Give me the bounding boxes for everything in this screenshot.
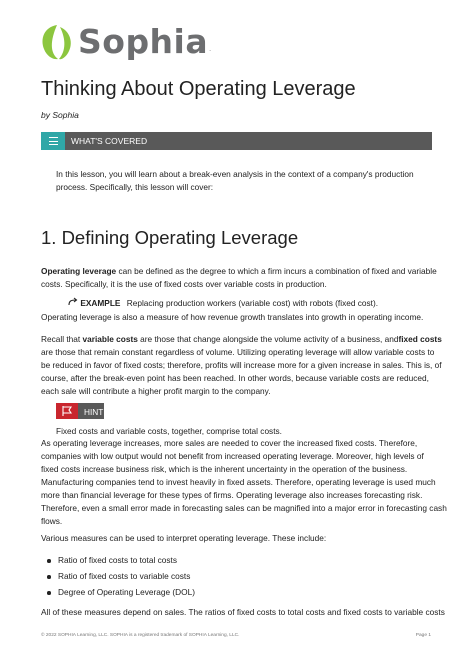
bullet-dot-icon [47, 575, 51, 579]
hint-label: HINT [84, 406, 104, 417]
byline: by Sophia [41, 110, 79, 120]
example-label: EXAMPLE [80, 298, 121, 308]
brand-reg-mark: . [209, 46, 212, 53]
bullet-item-1: Ratio of fixed costs to total costs [58, 555, 177, 565]
bullet-item-2: Ratio of fixed costs to variable costs [58, 571, 191, 581]
arrow-curve-icon [68, 297, 78, 308]
body-line-4: Manufacturing companies tend to invest heavily in fixed assets. Therefore, operating leverage is used much [41, 477, 436, 487]
body-line-7: flows. [41, 516, 63, 526]
recall-line-3: be reduced in favor of fixed costs; therefore, profits will increase more for a given increase in sales. This is, of [41, 360, 442, 370]
section-heading: 1. Defining Operating Leverage [41, 227, 299, 248]
example-text: Replacing production workers (variable cost) with robots (fixed cost). [126, 298, 379, 308]
flag-icon [56, 403, 78, 419]
sophia-logo [40, 22, 211, 61]
bullet-item-3: Degree of Operating Leverage (DOL) [58, 587, 195, 597]
body-line-2: companies with low output would not benefit from increased operating leverage. Moreover, high levels of [41, 451, 424, 461]
whats-covered-label: WHAT'S COVERED [71, 136, 148, 146]
measure-line: Operating leverage is also a measure of how revenue growth translates into growth in operating income. [41, 312, 424, 322]
recall-line-5: each sale will contribute a higher profit margin to the company. [41, 386, 271, 396]
list-icon [41, 132, 65, 150]
definition-text: can be defined as the degree to which a firm incurs a combination of fixed and variable [116, 266, 437, 276]
definition-line-1 [41, 265, 437, 278]
intro-line-2: process. Specifically, this lesson will cover: [56, 182, 214, 192]
hint-text: Fixed costs and variable costs, together, comprise total costs. [56, 426, 282, 436]
bullet-dot-icon [47, 591, 51, 595]
term-variable-costs: variable costs [82, 334, 138, 344]
footer-copyright: © 2022 SOPHIA Learning, LLC. SOPHIA is a registered trademark of SOPHIA Learning, LLC. [41, 633, 240, 638]
body-line-1: As operating leverage increases, more sales are needed to cover the increased fixed costs. Therefore, [41, 438, 418, 448]
term-operating-leverage: Operating leverage [41, 266, 117, 276]
recall-text-a: Recall that [41, 334, 83, 344]
recall-line-1 [41, 333, 442, 346]
hint-bar [56, 403, 104, 419]
whats-covered-bar [41, 132, 432, 150]
body-line-6: Therefore, even a small error made in forecasting sales can be magnified into a major error in forecasting cash [41, 503, 447, 513]
body-line-3: fixed costs increase business risk, which is the inherent uncertainty in the operation of the business. [41, 464, 408, 474]
brand-name: Sophia [78, 22, 209, 61]
sophia-leaf-icon [40, 23, 74, 61]
example-callout [68, 297, 378, 308]
intro-line-1: In this lesson, you will learn about a break-even analysis in the context of a company's production [56, 169, 414, 179]
measures-intro: Various measures can be used to interpret operating leverage. These include: [41, 533, 327, 543]
recall-line-2: are those that remain constant regardless of volume. Utilizing operating leverage will allow variable costs to [41, 347, 435, 357]
term-fixed-costs: fixed costs [398, 334, 442, 344]
recall-text-b: are those that change alongside the volume activity of a business, and [137, 334, 399, 344]
recall-line-4: course, after the break-even point has been reached. In other words, because variable costs are reduced, [41, 373, 429, 383]
definition-line-2: costs. Specifically, it is the use of fixed costs over variable costs in production. [41, 279, 327, 289]
closing-line: All of these measures depend on sales. The ratios of fixed costs to total costs and fixed costs to variable costs [41, 607, 445, 617]
body-line-5: more than financial leverage for these types of firms. Operating leverage also increases forecasting risk. [41, 490, 423, 500]
page-title: Thinking About Operating Leverage [41, 78, 356, 100]
footer-page-number: Page 1 [415, 633, 431, 638]
bullet-dot-icon [47, 559, 51, 563]
